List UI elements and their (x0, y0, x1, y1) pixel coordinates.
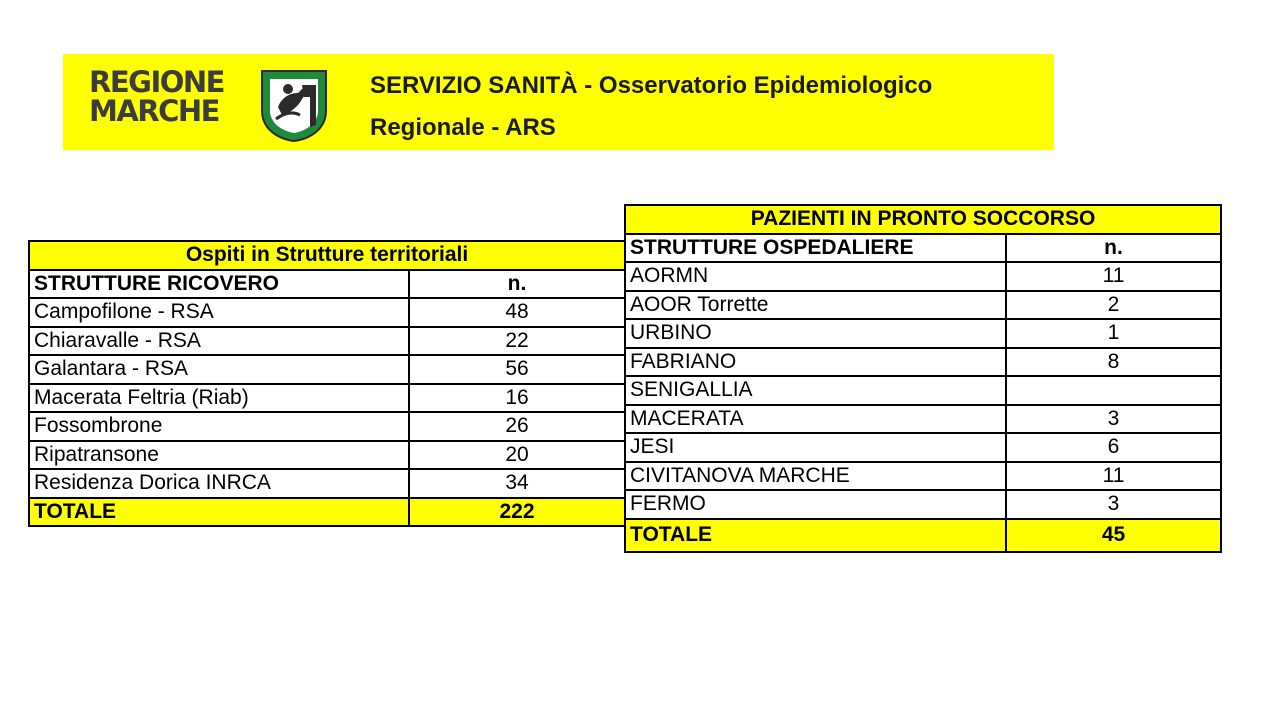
row-n (1006, 376, 1221, 405)
row-name: Galantara - RSA (29, 355, 409, 384)
row-n: 3 (1006, 490, 1221, 519)
row-name: AORMN (625, 262, 1006, 291)
row-name: Macerata Feltria (Riab) (29, 384, 409, 413)
table-row (625, 291, 1221, 320)
logo-line-1: REGIONE (89, 65, 224, 99)
table-row (625, 348, 1221, 377)
table-caption-row (29, 241, 625, 270)
banner-title-line-2: Regionale - ARS (370, 114, 556, 141)
column-header-name: STRUTTURE OSPEDALIERE (625, 234, 1006, 263)
row-n: 16 (409, 384, 625, 413)
table-header-row (29, 270, 625, 299)
table-row (29, 327, 625, 356)
table-row (625, 462, 1221, 491)
row-n: 6 (1006, 433, 1221, 462)
table-caption: PAZIENTI IN PRONTO SOCCORSO (625, 205, 1221, 234)
column-header-n: n. (409, 270, 625, 299)
table-territoriali-body (29, 241, 625, 526)
table-row (29, 355, 625, 384)
row-name: Fossombrone (29, 412, 409, 441)
row-n: 2 (1006, 291, 1221, 320)
total-value: 45 (1006, 519, 1221, 552)
row-name: CIVITANOVA MARCHE (625, 462, 1006, 491)
table-header-row (625, 234, 1221, 263)
row-name: JESI (625, 433, 1006, 462)
row-n: 22 (409, 327, 625, 356)
row-n: 20 (409, 441, 625, 470)
logo-line-2: MARCHE (89, 94, 219, 128)
table-row (29, 469, 625, 498)
row-n: 8 (1006, 348, 1221, 377)
table-row (29, 298, 625, 327)
row-name: Ripatransone (29, 441, 409, 470)
table-caption-row (625, 205, 1221, 234)
row-name: FABRIANO (625, 348, 1006, 377)
table-row (29, 441, 625, 470)
column-header-name: STRUTTURE RICOVERO (29, 270, 409, 299)
table-row (625, 319, 1221, 348)
header-banner (63, 54, 1054, 150)
table-row (29, 412, 625, 441)
table-caption: Ospiti in Strutture territoriali (29, 241, 625, 270)
table-row (625, 376, 1221, 405)
table-pronto-soccorso-body (625, 205, 1221, 552)
row-name: Residenza Dorica INRCA (29, 469, 409, 498)
row-n: 48 (409, 298, 625, 327)
banner-title (370, 65, 932, 149)
total-label: TOTALE (625, 519, 1006, 552)
row-n: 34 (409, 469, 625, 498)
table-row (625, 490, 1221, 519)
row-n: 3 (1006, 405, 1221, 434)
banner-title-line-1: SERVIZIO SANITÀ - Osservatorio Epidemiologico (370, 72, 933, 99)
table-strutture-territoriali (28, 240, 626, 527)
row-name: MACERATA (625, 405, 1006, 434)
row-name: FERMO (625, 490, 1006, 519)
row-name: Chiaravalle - RSA (29, 327, 409, 356)
regione-marche-logo-text (89, 65, 224, 128)
table-row (625, 433, 1221, 462)
row-n: 11 (1006, 262, 1221, 291)
total-label: TOTALE (29, 498, 409, 527)
table-pronto-soccorso (624, 204, 1222, 553)
total-value: 222 (409, 498, 625, 527)
table-total-row (29, 498, 625, 527)
column-header-n: n. (1006, 234, 1221, 263)
row-n: 56 (409, 355, 625, 384)
table-row (625, 405, 1221, 434)
row-n: 11 (1006, 462, 1221, 491)
row-n: 26 (409, 412, 625, 441)
row-n: 1 (1006, 319, 1221, 348)
regione-marche-shield-icon (258, 67, 330, 143)
row-name: URBINO (625, 319, 1006, 348)
row-name: Campofilone - RSA (29, 298, 409, 327)
table-total-row (625, 519, 1221, 552)
row-name: SENIGALLIA (625, 376, 1006, 405)
table-row (625, 262, 1221, 291)
table-row (29, 384, 625, 413)
row-name: AOOR Torrette (625, 291, 1006, 320)
